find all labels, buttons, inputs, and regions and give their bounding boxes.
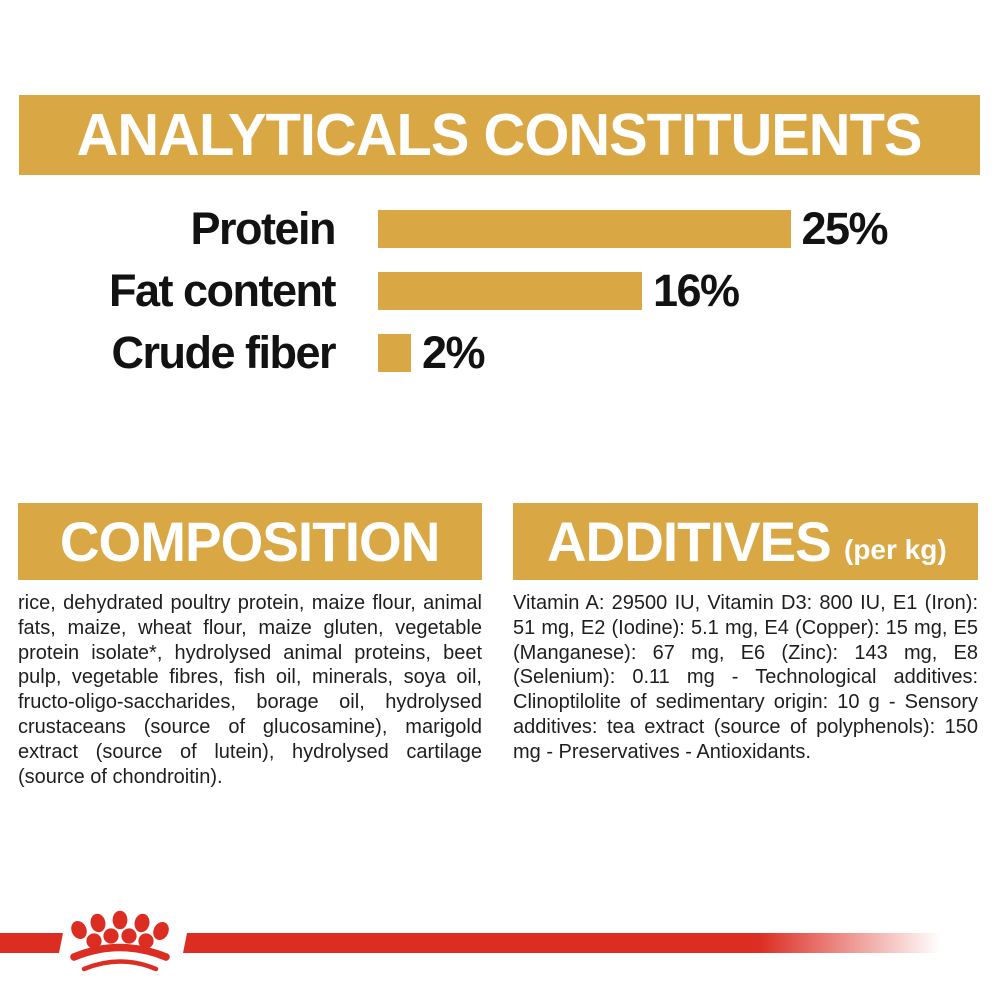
composition-section <box>18 503 482 789</box>
bar <box>378 334 411 372</box>
composition-text: rice, dehydrated poultry protein, maize flour, animal fats, maize, wheat flour, maize gluten, vegetable protein isolate*, hydrolysed animal proteins, beet pulp, vegetable fibres, fish oil, minerals, soya oil, fructo-oligo-saccharides, borage oil, hydrolysed crustaceans (source of glucosamine), marigold extract (source of lutein), hydrolysed cartilage (source of chondroitin). <box>18 592 482 788</box>
composition-title: COMPOSITION <box>60 510 440 573</box>
bar-value-label: 25% <box>801 203 888 254</box>
composition-header-bar <box>18 503 482 580</box>
analyticals-header-bar <box>19 95 980 175</box>
royal-canin-crown-icon <box>62 906 180 976</box>
bar-value-label: 16% <box>653 265 739 316</box>
page-title: ANALYTICALS CONSTITUENTS <box>77 102 922 168</box>
additives-title: ADDITIVES <box>547 510 832 573</box>
chart-row <box>0 327 1000 378</box>
bar-category-label: Crude fiber <box>111 327 335 378</box>
additives-section <box>513 503 978 765</box>
brand-stripe-left <box>0 933 63 953</box>
brand-stripe-right <box>183 933 940 953</box>
bar-category-label: Protein <box>190 203 335 254</box>
crown-arcs <box>74 948 166 970</box>
bar-category-label: Fat content <box>109 265 335 316</box>
chart-row <box>0 265 1000 316</box>
additives-header-bar <box>513 503 978 580</box>
additives-subtitle: (per kg) <box>844 533 947 565</box>
bar-value-label: 2% <box>422 327 485 378</box>
analytical-bar-chart <box>0 203 1000 396</box>
crown-dots <box>68 911 171 949</box>
bar <box>378 272 642 310</box>
bar <box>378 210 791 248</box>
additives-text: Vitamin A: 29500 IU, Vitamin D3: 800 IU, E1 (Iron): 51 mg, E2 (Iodine): 5.1 mg, E4 (Copper): 15 mg, E5 (Manganese): 67 mg, E6 (Zinc): 143 mg, E8 (Selenium): 0.11 mg - Technological additives: Clinoptilolite of sedimentary origin: 10 g - Sensory additives: tea extract (source of polyphenols): 150 mg - Preservatives - Antioxidants. <box>513 592 978 763</box>
chart-row <box>0 203 1000 254</box>
